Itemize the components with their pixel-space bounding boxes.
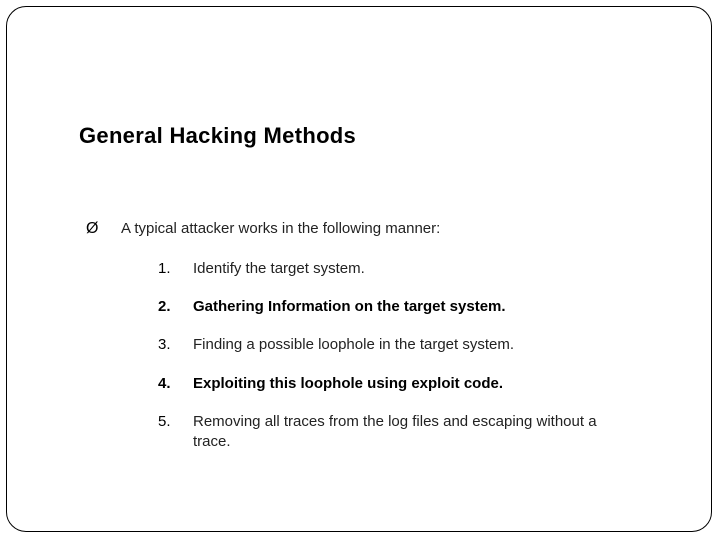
step-text: Gathering Information on the target system. — [193, 298, 506, 315]
step-number: 3. — [158, 336, 171, 353]
step-text: Removing all traces from the log files and escaping without a trace. — [193, 413, 597, 450]
step-text: Exploiting this loophole using exploit code. — [193, 375, 504, 392]
step-number: 5. — [158, 413, 171, 430]
step-number: 4. — [158, 375, 171, 392]
arrow-bullet-icon: Ø — [86, 220, 99, 237]
step-text: Identify the target system. — [193, 260, 365, 277]
intro-text: A typical attacker works in the following manner: — [121, 220, 441, 237]
step-number: 1. — [158, 260, 171, 277]
step-text: Finding a possible loophole in the target system. — [193, 336, 515, 353]
step-number: 2. — [158, 298, 171, 315]
slide-title: General Hacking Methods — [79, 123, 357, 148]
